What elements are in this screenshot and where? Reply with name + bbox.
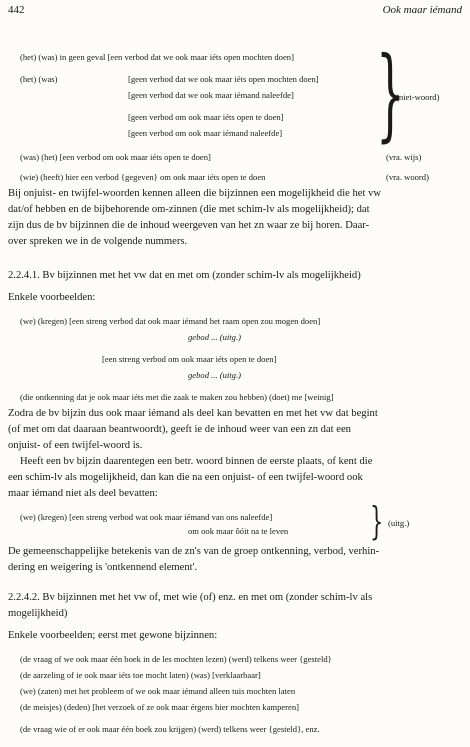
example-line: (het) (was) in geen geval [een verbod dat we ook maar iéts open mochten doen] (20, 52, 294, 62)
example-label: (uitg.) (388, 518, 410, 528)
paragraph-line: maar iémand niet als deel bevatten: (8, 488, 158, 499)
example-line: [geen verbod om ook maar iémand naleefde] (128, 128, 283, 138)
example-line: gebod ... (uitg.) (188, 370, 241, 380)
right-brace: } (370, 499, 384, 543)
example-line: [geen verbod dat we ook maar iémand naleefde] (128, 90, 294, 100)
paragraph-line: zijn dus de bv bijzinnen die de inhoud weergeven van het zn waar ze bij horen. Daar- (8, 220, 370, 231)
paragraph-line: Bij onjuist- en twijfel-woorden kennen alleen die bijzinnen een mogelijkheid die het vw (8, 188, 382, 199)
example-line: (die ontkenning dat je ook maar iéts met die zaak te maken zou hebben) (doet) me [weinig] (20, 392, 334, 402)
page-number: 442 (8, 4, 25, 16)
example-line: (het) (was) (20, 74, 58, 84)
example-line: (wie) (heeft) hier een verbod {gegeven} om ook maar iéts open te doen (20, 172, 266, 182)
section-intro: Enkele voorbeelden: (8, 292, 96, 303)
example-label: (vra. wijs) (386, 152, 422, 162)
example-line: [een streng verbod om ook maar iéts open te doen] (102, 354, 277, 364)
example-label: (vra. woord) (386, 172, 429, 182)
example-line: (de vraag of we ook maar één boek in de les mochten lezen) (werd) telkens weer {gesteld} (20, 654, 332, 664)
section-heading: 2.2.4.2. Bv bijzinnen met het vw of, met wie (of) enz. en met om (zonder schim-lv als (8, 592, 373, 603)
right-brace: } (376, 35, 405, 152)
example-line: [geen verbod om ook maar iéts open te doen] (128, 112, 284, 122)
example-line: [geen verbod dat we ook maar iéts open mochten doen] (128, 74, 319, 84)
section-heading: mogelijkheid) (8, 608, 68, 619)
running-header (8, 4, 462, 18)
paragraph-line: dat/of hebben en de bijbehorende om-zinnen (die met schim-lv als mogelijkheid); dat (8, 204, 370, 215)
example-line: (we) (kregen) [een streng verbod dat ook maar iémand het raam open zou mogen doen] (20, 316, 321, 326)
paragraph-line: (of met om dat daaraan beantwoordt), geeft ie de inhoud weer van een zn dat een (8, 424, 351, 435)
example-line: (de meisjes) (deden) [het verzoek of ze ook maar érgens hier mochten kamperen] (20, 702, 300, 712)
side-label: (niet-woord) (396, 92, 440, 102)
paragraph-line: Heeft een bv bijzin daarentegen een betr. woord binnen de eerste plaats, of kent die (20, 456, 373, 467)
running-title: Ook maar iémand (382, 4, 462, 16)
section-intro: Enkele voorbeelden; eerst met gewone bijzinnen: (8, 630, 218, 641)
section-heading: 2.2.4.1. Bv bijzinnen met het vw dat en met om (zonder schim-lv als mogelijkheid) (8, 270, 361, 281)
paragraph-line: Zodra de bv bijzin dus ook maar iémand als deel kan bevatten en met het vw dat begint (8, 408, 378, 419)
example-line: (we) (zaten) met het probleem of we ook maar iémand alleen tuis mochten laten (20, 686, 296, 696)
paragraph-line: over spreken we in de volgende nummers. (8, 236, 188, 247)
example-line: (was) (het) [een verbod om ook maar iéts open te doen] (20, 152, 211, 162)
paragraph-line: onjuist- of een twijfel-woord is. (8, 440, 143, 451)
example-line: om ook maar ôóit na te leven (188, 526, 289, 536)
example-line: gebod ... (uitg.) (188, 332, 241, 342)
example-line: (we) (kregen) [een streng verbod wat ook maar iémand van ons naleefde] (20, 512, 273, 522)
paragraph-line: dering en weigering is 'ontkennend element'. (8, 562, 198, 573)
example-line: (de aarzeling of ie ook maar iéts toe mocht laten) (was) [verklaarbaar] (20, 670, 261, 680)
paragraph-line: een schim-lv als mogelijkheid, dan kan die na een onjuist- of een twijfel-woord ook (8, 472, 363, 483)
paragraph-line: De gemeenschappelijke betekenis van de zn's van de groep ontkenning, verbod, verhin- (8, 546, 380, 557)
example-line: (de vraag wie of er ook maar één boek zou krijgen) (werd) telkens weer {gesteld}, enz. (20, 724, 320, 734)
